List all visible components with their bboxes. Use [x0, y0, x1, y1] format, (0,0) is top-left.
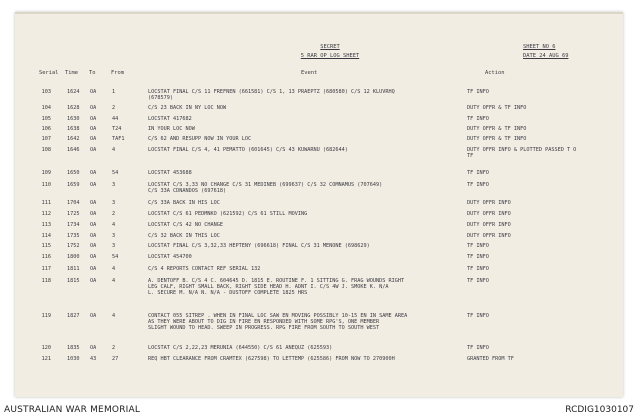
log-action-cell: TF INFO — [467, 278, 489, 284]
log-event-cell: C/S 33A BACK IN HIS LOC — [148, 200, 220, 206]
log-serial-cell: 119 — [41, 313, 51, 319]
log-time-cell: 1811 — [67, 266, 80, 272]
log-to-cell: OA — [90, 313, 97, 319]
log-to-cell: 43 — [90, 356, 97, 362]
col-header-action: Action — [485, 70, 505, 76]
col-header-time: Time — [65, 70, 78, 76]
log-time-cell: 1628 — [67, 105, 80, 111]
log-serial-cell: 112 — [41, 211, 51, 217]
log-action-cell: TF INFO — [467, 254, 489, 260]
log-time-cell: 1642 — [67, 136, 80, 142]
log-serial-cell: 116 — [41, 254, 51, 260]
log-from-cell: 3 — [112, 243, 116, 249]
log-action-cell: DUTY OFFR & TF INFO — [467, 105, 527, 111]
log-serial-cell: 103 — [41, 89, 51, 95]
log-from-cell: 2 — [112, 345, 116, 351]
header-date: DATE 24 AUG 69 — [523, 53, 569, 59]
log-to-cell: OA — [90, 266, 97, 272]
log-time-cell: 1725 — [67, 211, 80, 217]
log-event-cell: LOCSTAT 453688 — [148, 170, 192, 176]
log-action-cell: DUTY OFFR INFO — [467, 211, 511, 217]
footer-record-id: RCDIG1030107 — [565, 405, 634, 415]
log-time-cell: 1650 — [67, 170, 80, 176]
log-from-cell: 1 — [112, 89, 116, 95]
log-from-cell: 44 — [112, 116, 119, 122]
log-to-cell: OA — [90, 147, 97, 153]
log-from-cell: 2 — [112, 105, 116, 111]
log-time-cell: 1624 — [67, 89, 80, 95]
log-time-cell: 1800 — [67, 254, 80, 260]
log-time-cell: 1752 — [67, 243, 80, 249]
header-title-line2: 5 RAR OP LOG SHEET — [300, 53, 360, 59]
col-header-from: From — [111, 70, 124, 76]
log-event-cell: LOCSTAT C/S 61 PEDMNKO (621592) C/S 61 STILL MOVING — [148, 211, 308, 217]
log-serial-cell: 105 — [41, 116, 51, 122]
log-serial-cell: 107 — [41, 136, 51, 142]
log-time-cell: 1659 — [67, 182, 80, 188]
log-event-cell: LOCSTAT FINAL C/S 3,32,33 HEPTENY (696618) FINAL C/S 31 MENONE (698629) — [148, 243, 370, 249]
log-from-cell: 3 — [112, 233, 116, 239]
log-event-cell: LOCSTAT 454700 — [148, 254, 192, 260]
log-time-cell: 1646 — [67, 147, 80, 153]
log-time-cell: 1630 — [67, 116, 80, 122]
log-serial-cell: 109 — [41, 170, 51, 176]
log-to-cell: OA — [90, 126, 97, 132]
paper-top-edge — [15, 12, 623, 14]
log-event-cell: A. DENTOFF B. C/S 4 C. 604645 D. 1815 E. ROUTINE F. 1 SITTING G. FRAG WOUNDS RIGHT LEG CALF, RIGHT SMALL BACK, RIGHT SIDE HEAD H. ADNT I. C/S 4W J. SMOKE K. N/A L. SECURE M. N/A N. N/A - DUSTOFF COMPLETE 1825 HRS — [148, 278, 405, 297]
log-time-cell: 1704 — [67, 200, 80, 206]
log-from-cell: 54 — [112, 254, 119, 260]
log-serial-cell: 110 — [41, 182, 51, 188]
log-from-cell: T24 — [112, 126, 122, 132]
log-time-cell: 1735 — [67, 233, 80, 239]
log-to-cell: OA — [90, 89, 97, 95]
log-time-cell: 1734 — [67, 222, 80, 228]
log-action-cell: TF INFO — [467, 266, 489, 272]
log-serial-cell: 104 — [41, 105, 51, 111]
log-event-cell: LOCSTAT FINAL C/S 4, 41 PEMATTO (601645) C/S 43 KUWARNU (682644) — [148, 147, 348, 153]
log-action-cell: TF INFO — [467, 89, 489, 95]
col-header-serial: Serial — [39, 70, 59, 76]
log-time-cell: 1030 — [67, 356, 80, 362]
log-sheet-paper — [15, 12, 623, 397]
col-header-event: Event — [301, 70, 318, 76]
log-to-cell: OA — [90, 116, 97, 122]
log-from-cell: 54 — [112, 170, 119, 176]
log-event-cell: C/S 62 AND RESUPP NOW IN YOUR LOC — [148, 136, 252, 142]
log-action-cell: DUTY OFFR INFO — [467, 200, 511, 206]
log-serial-cell: 117 — [41, 266, 51, 272]
log-event-cell: LOCSTAT C/S 42 NO CHANGE — [148, 222, 223, 228]
log-to-cell: OA — [90, 136, 97, 142]
log-event-cell: C/S 23 BACK IN NY LOC NOW — [148, 105, 227, 111]
log-to-cell: OA — [90, 278, 97, 284]
log-action-cell: DUTY OFFR & TF INFO — [467, 126, 527, 132]
log-action-cell: TF INFO — [467, 170, 489, 176]
log-event-cell: LOCSTAT C/S 3,33 NO CHANGE C/S 31 MEDINEB (699637) C/S 32 COMNAMUS (707649) C/S 33A CDNANDOS (697618) — [148, 182, 383, 195]
log-event-cell: IN YOUR LOC NOW — [148, 126, 195, 132]
log-action-cell: TF INFO — [467, 313, 489, 319]
log-time-cell: 1815 — [67, 278, 80, 284]
log-event-cell: CONTACT 055 SITREP . WHEN IN FINAL LOC SAW EN MOVING POSSIBLY 10-15 EN IN SAME AREA AS THEY WERE ABOUT TO DIG IN FIRE EN RESPONDED WITH SOME RPG'S, ONE MEMBER SLIGHT WOUND TO HEAD. SWEEP IN PROGRESS. RPG FIRE FROM SOUTH TO SOUTH WEST — [148, 313, 408, 332]
log-from-cell: 2 — [112, 211, 116, 217]
log-action-cell: GRANTED FROM TF — [467, 356, 514, 362]
log-from-cell: TAF1 — [112, 136, 125, 142]
log-time-cell: 1835 — [67, 345, 80, 351]
log-event-cell: REQ HBT CLEARANCE FROM CRAMTEX (627598) TO LETTEMP (625586) FROM NOW TO 270900H — [148, 356, 395, 362]
log-event-cell: C/S 32 BACK IN THIS LOC — [148, 233, 220, 239]
log-event-cell: C/S 4 REPORTS CONTACT REF SERIAL 132 — [148, 266, 261, 272]
log-serial-cell: 120 — [41, 345, 51, 351]
log-from-cell: 3 — [112, 182, 116, 188]
log-to-cell: OA — [90, 233, 97, 239]
log-time-cell: 1638 — [67, 126, 80, 132]
log-event-cell: LOCSTAT FINAL C/S 11 FREFNEN (661581) C/S 1, 13 PRAEPTZ (680580) C/S 12 KLUVRHQ (678579) — [148, 89, 395, 102]
archive-footer — [0, 403, 640, 419]
log-action-cell: DUTY OFFR INFO — [467, 233, 511, 239]
log-to-cell: OA — [90, 105, 97, 111]
log-to-cell: OA — [90, 243, 97, 249]
log-to-cell: OA — [90, 170, 97, 176]
log-time-cell: 1827 — [67, 313, 80, 319]
log-serial-cell: 114 — [41, 233, 51, 239]
log-event-cell: LOCSTAT 417682 — [148, 116, 192, 122]
log-event-cell: LOCSTAT C/S 2,22,23 MERUNIA (644550) C/S 61 ANEQUZ (625593) — [148, 345, 333, 351]
log-action-cell: TF INFO — [467, 182, 489, 188]
log-serial-cell: 115 — [41, 243, 51, 249]
log-action-cell: TF INFO — [467, 116, 489, 122]
log-to-cell: OA — [90, 200, 97, 206]
log-from-cell: 4 — [112, 147, 116, 153]
log-to-cell: OA — [90, 222, 97, 228]
log-action-cell: DUTY OFFR & TF INFO — [467, 136, 527, 142]
log-from-cell: 3 — [112, 200, 116, 206]
log-serial-cell: 113 — [41, 222, 51, 228]
log-from-cell: 4 — [112, 222, 116, 228]
log-to-cell: OA — [90, 211, 97, 217]
log-from-cell: 4 — [112, 278, 116, 284]
log-to-cell: OA — [90, 254, 97, 260]
log-from-cell: 4 — [112, 313, 116, 319]
log-serial-cell: 106 — [41, 126, 51, 132]
log-action-cell: TF INFO — [467, 345, 489, 351]
footer-institution: AUSTRALIAN WAR MEMORIAL — [4, 405, 141, 415]
log-to-cell: OA — [90, 182, 97, 188]
log-from-cell: 27 — [112, 356, 119, 362]
header-sheet-number: SHEET NO 6 — [523, 44, 556, 50]
log-serial-cell: 121 — [41, 356, 51, 362]
log-action-cell: DUTY OFFR INFO — [467, 222, 511, 228]
log-serial-cell: 108 — [41, 147, 51, 153]
log-from-cell: 4 — [112, 266, 116, 272]
log-to-cell: OA — [90, 345, 97, 351]
header-title-line1: SECRET — [320, 44, 340, 50]
col-header-to: To — [89, 70, 96, 76]
log-action-cell: DUTY OFFR INFO & PLOTTED PASSED T O TF — [467, 147, 577, 160]
log-action-cell: TF INFO — [467, 243, 489, 249]
log-serial-cell: 111 — [41, 200, 51, 206]
log-serial-cell: 118 — [41, 278, 51, 284]
